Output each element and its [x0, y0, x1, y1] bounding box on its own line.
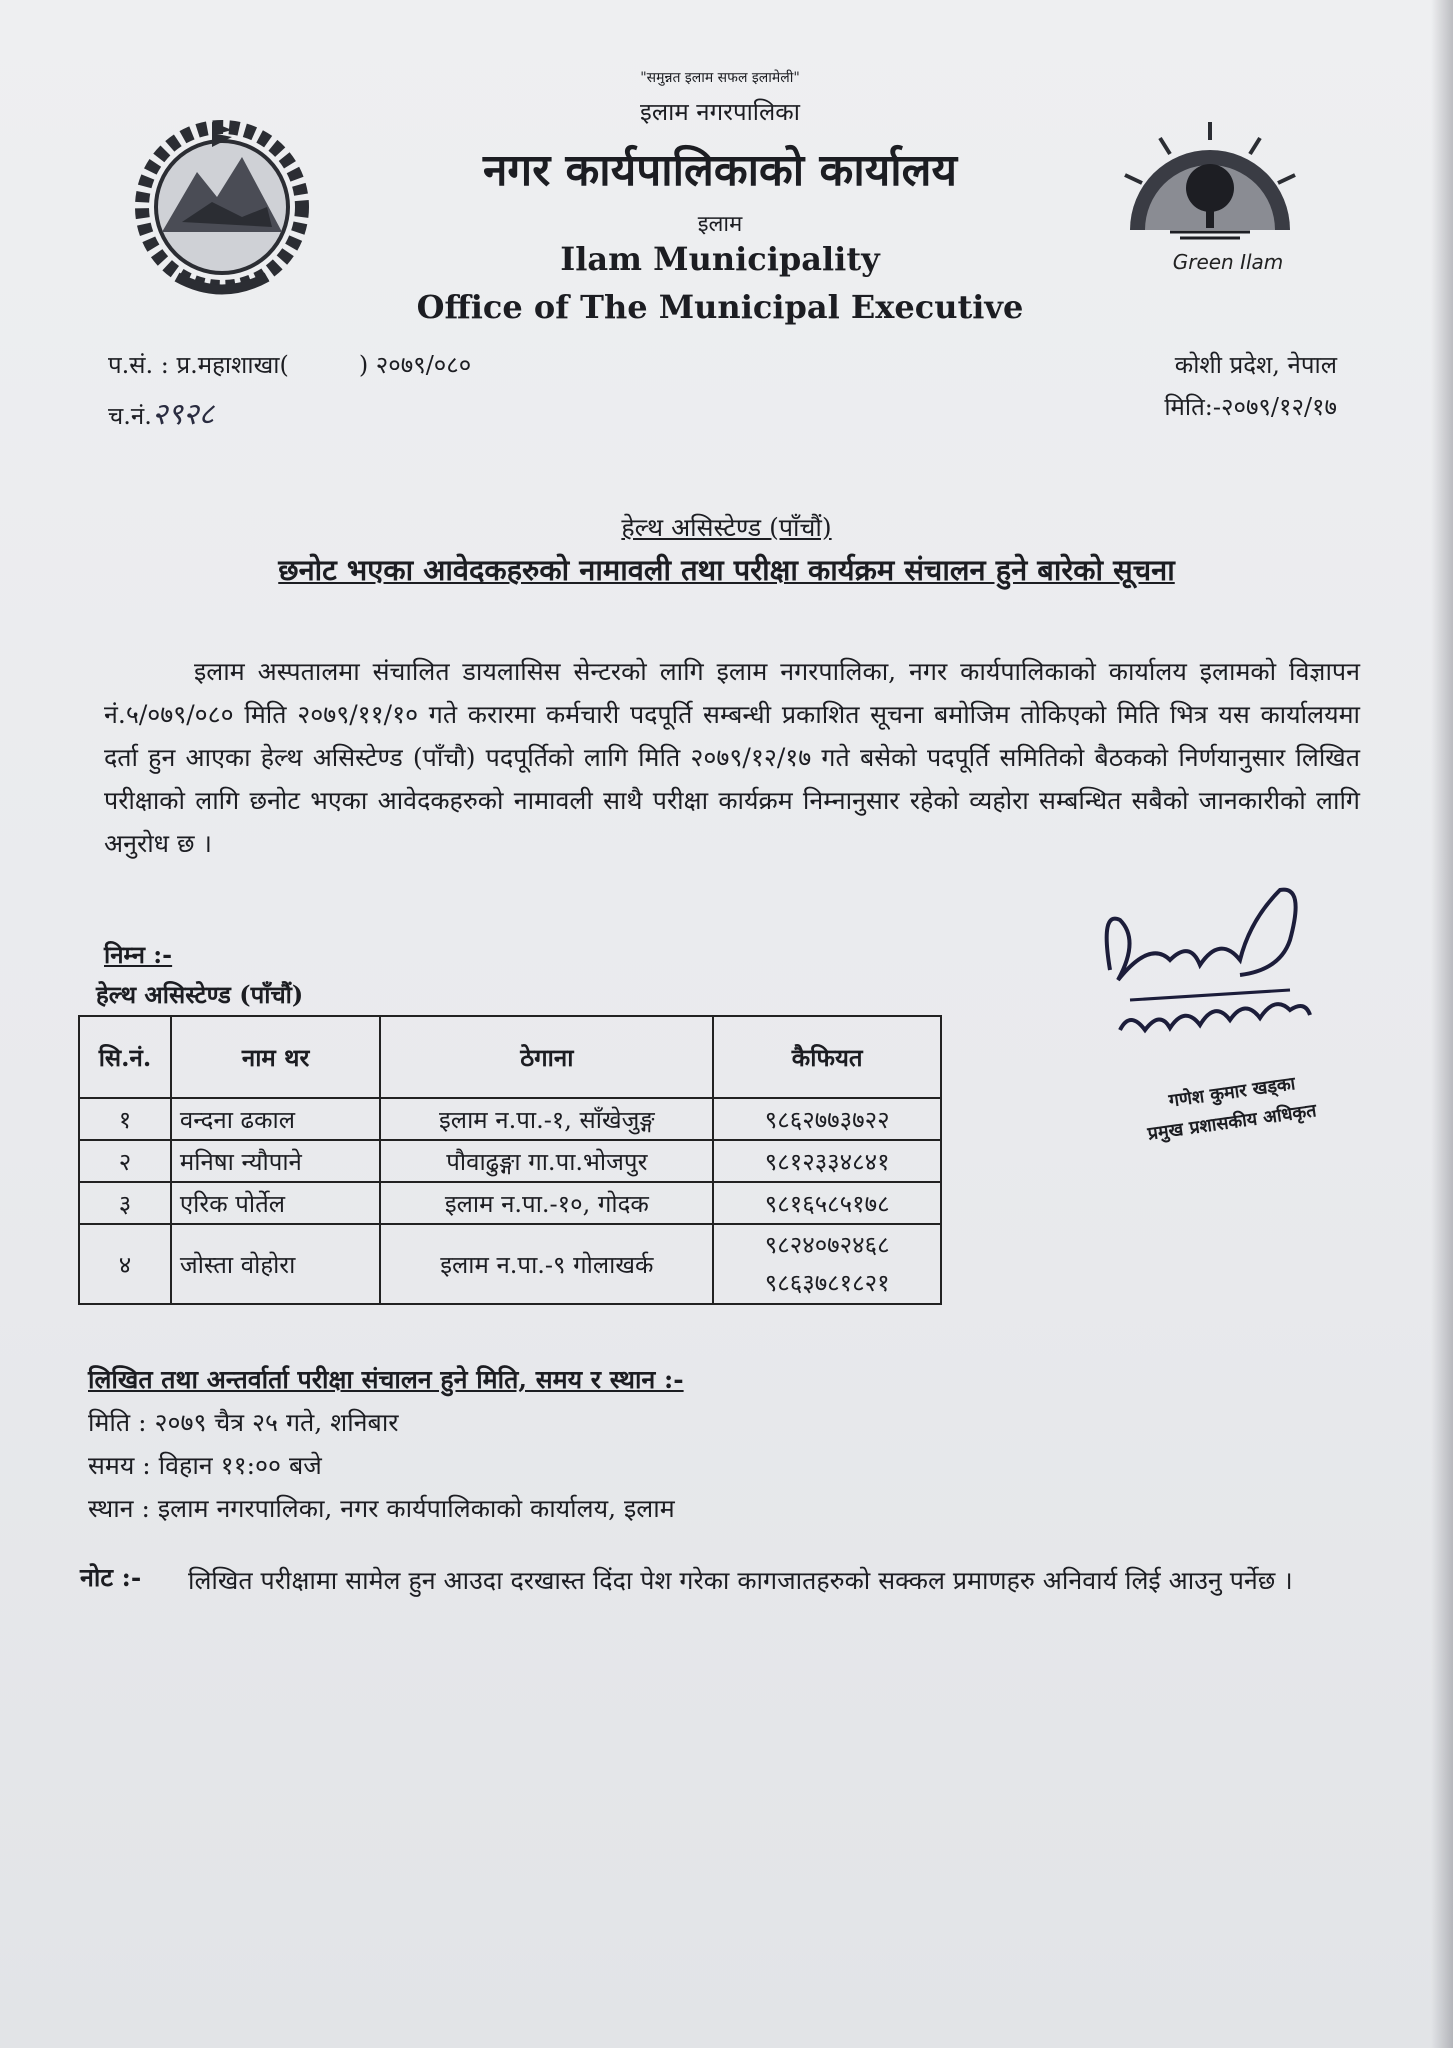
- signature-icon: [1090, 880, 1330, 1070]
- cell-sn: ३: [79, 1182, 171, 1224]
- exam-venue: स्थान : इलाम नगरपालिका, नगर कार्यपालिकाको कार्यालय, इलाम: [88, 1494, 675, 1523]
- cell-remark: ९८१६५८५१७८: [713, 1182, 941, 1224]
- exam-heading: लिखित तथा अन्तर्वार्ता परीक्षा संचालन हुने मिति, समय र स्थान :-: [88, 1365, 684, 1394]
- cell-address: पौवाढुङ्गा गा.पा.भोजपुर: [380, 1140, 713, 1182]
- subject-position: [0, 510, 1453, 544]
- cell-remark: ९८६२७७३७२२: [713, 1098, 941, 1140]
- subject-title-text: छनोट भएका आवेदकहरुको नामावली तथा परीक्षा कार्यक्रम संचालन हुने बारेको सूचना: [278, 553, 1175, 587]
- exam-date: मिति : २०७९ चैत्र २५ गते, शनिबार: [88, 1408, 399, 1437]
- body-paragraph: इलाम अस्पतालमा संचालित डायलासिस सेन्टरको लागि इलाम नगरपालिका, नगर कार्यपालिकाको कार्यालय इलामको विज्ञापन नं.५/०७९/०८० मिति २०७९/११/१० गते करारमा कर्मचारी पदपूर्ति सम्बन्धी प्रकाशित सूचना बमोजिम तोकिएको मिति भित्र यस कार्यालयमा दर्ता हुन आएका हेल्थ असिस्टेण्ड (पाँचौ) पदपूर्तिको लागि मिति २०७९/१२/१७ गते बसेको पदपूर्ति समितिको बैठकको निर्णयानुसार लिखित परीक्षाको लागि छनोट भएका आवेदकहरुको नामावली साथै परीक्षा कार्यक्रम निम्नानुसार रहेको व्यहोरा सम्बन्धित सबैको जानकारीको लागि अनुरोध छ ।: [104, 657, 1360, 858]
- motto: "समुन्नत इलाम सफल इलामेली": [640, 70, 800, 86]
- column-header-address: ठेगाना: [380, 1016, 713, 1098]
- green-ilam-label: Green Ilam: [1172, 250, 1284, 274]
- table-header-row: [79, 1016, 941, 1098]
- table-row: [79, 1098, 941, 1140]
- letter-number-label: प.सं. : प्र.महाशाखा(: [108, 351, 289, 379]
- column-header-sn: सि.नं.: [79, 1016, 171, 1098]
- green-ilam-logo-icon: [1110, 120, 1310, 250]
- dispatch-number-label: च.नं.: [108, 402, 152, 430]
- page-shadow: [1431, 0, 1453, 2048]
- subject-position-text: हेल्थ असिस्टेण्ड (पाँचौं): [621, 513, 832, 542]
- dispatch-number-value: २९२८: [151, 397, 215, 432]
- province: कोशी प्रदेश, नेपाल: [1174, 351, 1337, 379]
- subject-title: [0, 550, 1453, 589]
- cell-remark-phone-2: ९८६३७८१८२१: [764, 1269, 890, 1297]
- cell-sn: ४: [79, 1224, 171, 1304]
- municipality-name-np: इलाम नगरपालिका: [640, 98, 800, 126]
- cell-remark: [713, 1224, 941, 1304]
- cell-name: मनिषा न्यौपाने: [171, 1140, 380, 1182]
- column-header-name: नाम थर: [171, 1016, 380, 1098]
- signatory-title: प्रमुख प्रशासकीय अधिकृत: [1146, 1100, 1318, 1145]
- cell-address: इलाम न.पा.-१०, गोदक: [380, 1182, 713, 1224]
- note-text: लिखित परीक्षामा सामेल हुन आउदा दरखास्त दिंदा पेश गरेका कागजातहरुको सक्कल प्रमाणहरु अनिवार्य लिई आउनु पर्नेछ ।: [188, 1566, 1293, 1595]
- cell-sn: २: [79, 1140, 171, 1182]
- cell-name: वन्दना ढकाल: [171, 1098, 380, 1140]
- column-header-remark: कैफियत: [713, 1016, 941, 1098]
- cell-remark: ९८१२३३४८४१: [713, 1140, 941, 1182]
- office-name-np: नगर कार्यपालिकाको कार्यालय: [483, 145, 957, 196]
- candidates-table: [78, 1015, 942, 1305]
- cell-name: जोस्ता वोहोरा: [171, 1224, 380, 1304]
- list-heading: निम्न :-: [104, 940, 173, 969]
- signatory-name: गणेश कुमार खड्का: [1167, 1073, 1297, 1112]
- letter-number: [108, 348, 471, 381]
- note-label: नोट :-: [80, 1563, 142, 1592]
- table-row: [79, 1182, 941, 1224]
- table-row: [79, 1140, 941, 1182]
- office-name-en: Office of The Municipal Executive: [416, 288, 1024, 326]
- exam-time: समय : विहान ११:०० बजे: [88, 1451, 322, 1480]
- issue-date: मिति:-२०७९/१२/१७: [1164, 393, 1337, 421]
- municipality-name-en: Ilam Municipality: [560, 240, 880, 278]
- list-title: हेल्थ असिस्टेण्ड (पाँचौं): [96, 980, 304, 1009]
- place-name-np: इलाम: [697, 212, 743, 237]
- table-row: [79, 1224, 941, 1304]
- nepal-emblem-icon: [122, 102, 322, 302]
- cell-remark-phone-1: ९८२४०७२४६८: [764, 1231, 890, 1259]
- cell-name: एरिक पोर्तेल: [171, 1182, 380, 1224]
- letter-number-year: ) २०७९/०८०: [358, 351, 472, 379]
- cell-address: इलाम न.पा.-९ गोलाखर्क: [380, 1224, 713, 1304]
- cell-address: इलाम न.पा.-१, साँखेजुङ्ग: [380, 1098, 713, 1140]
- dispatch-number: [108, 392, 214, 433]
- cell-sn: १: [79, 1098, 171, 1140]
